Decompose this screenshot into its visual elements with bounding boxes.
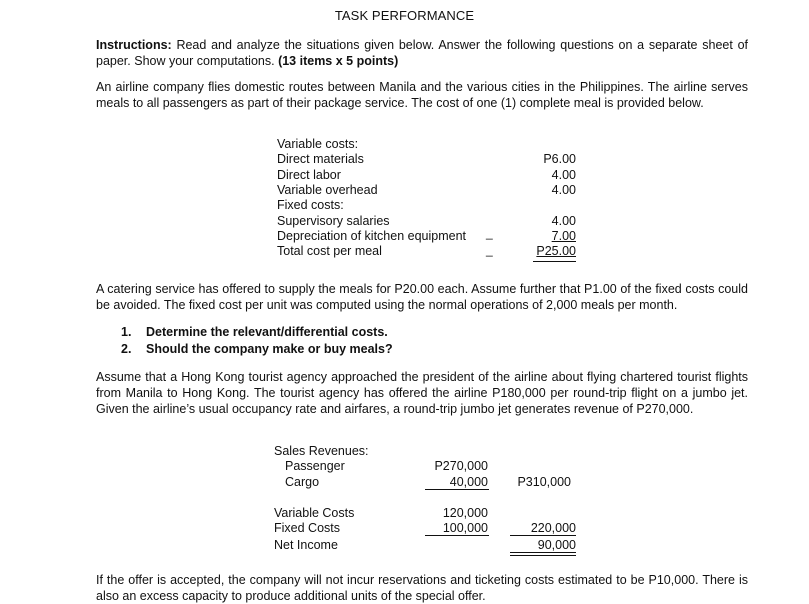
closing-paragraph: If the offer is accepted, the company will not incur reservations and ticketing costs estimated to be P10,000. There is also an excess capacity to produce additional units of the special offer. — [96, 573, 748, 603]
catering-paragraph: A catering service has offered to supply the meals for P20.00 each. Assume further that P1.00 of the fixed costs could be avoided. The fixed cost per unit was computed using the normal operations of 2,000 meals per month. — [96, 282, 748, 312]
question-number-1: 1. — [121, 325, 132, 339]
cost-label-total: Total cost per meal — [277, 244, 382, 259]
instructions-paragraph — [96, 37, 748, 69]
instructions-points: (13 items x 5 points) — [278, 54, 399, 68]
question-number-2: 2. — [121, 342, 132, 356]
fixed-costs-underline — [425, 535, 489, 536]
passenger-label: Passenger — [285, 459, 345, 473]
intro-paragraph: An airline company flies domestic routes between Manila and the various cities in the Philippines. The airline serves meals to all passengers as part of their package service. The cost of one (1) complete meal is provided below. — [96, 80, 748, 110]
cargo-label: Cargo — [285, 475, 320, 489]
cargo-value: 40,000 — [449, 475, 488, 489]
total-costs-underline — [510, 535, 576, 536]
total-costs-value: 220,000 — [530, 521, 576, 535]
cost-label-variable-overhead: Variable overhead — [277, 182, 378, 197]
question-text-1: Determine the relevant/differential costs. — [146, 325, 388, 339]
fixed-costs-label: Fixed Costs — [274, 521, 340, 535]
question-text-2: Should the company make or buy meals? — [146, 342, 393, 356]
total-double-underline — [533, 261, 576, 262]
net-income-double-underline-top — [510, 552, 576, 553]
cost-value-total: P25.00 — [536, 244, 576, 259]
cost-label-supervisory-salaries: Supervisory salaries — [277, 213, 390, 228]
cost-label-variable-heading: Variable costs: — [277, 137, 359, 151]
cost-label-direct-materials: Direct materials — [277, 152, 364, 167]
sales-revenues-label: Sales Revenues: — [274, 444, 369, 458]
instructions-label: Instructions: — [96, 38, 172, 52]
cost-value-direct-materials: P6.00 — [543, 152, 576, 167]
cost-value-variable-overhead: 4.00 — [551, 182, 576, 197]
net-income-value: 90,000 — [537, 538, 576, 552]
total-revenue-value: P310,000 — [517, 475, 571, 489]
passenger-value: P270,000 — [434, 459, 488, 473]
cost-label-fixed-heading: Fixed costs: — [277, 198, 344, 213]
variable-costs-label: Variable Costs — [274, 506, 355, 520]
cargo-underline — [425, 489, 489, 490]
cost-value-direct-labor: 4.00 — [551, 167, 576, 182]
cost-label-depreciation: Depreciation of kitchen equipment — [277, 228, 467, 243]
instructions-text: Read and analyze the situations given below. Answer the following questions on a separate sheet of paper. Show your computations. — [96, 38, 748, 68]
fixed-costs-value: 100,000 — [442, 521, 488, 535]
page-title: TASK PERFORMANCE — [334, 8, 475, 23]
cost-value-supervisory-salaries: 4.00 — [551, 213, 576, 228]
cost-value-depreciation: 7.00 — [551, 228, 576, 243]
variable-costs-value: 120,000 — [442, 506, 488, 520]
net-income-label: Net Income — [274, 538, 338, 552]
cost-dash-depreciation: _ — [486, 226, 493, 240]
hongkong-paragraph: Assume that a Hong Kong tourist agency approached the president of the airline about flying chartered tourist flights from Manila to Hong Kong. The tourist agency has offered the airline P180,000 per round-trip flight on a jumbo jet. Given the airline’s usual occupancy rate and airfares, a round-trip jumbo jet generates revenue of P270,000. — [96, 370, 748, 416]
net-income-double-underline-bottom — [510, 555, 576, 556]
cost-dash-total: _ — [486, 243, 493, 257]
cost-label-direct-labor: Direct labor — [277, 167, 341, 182]
